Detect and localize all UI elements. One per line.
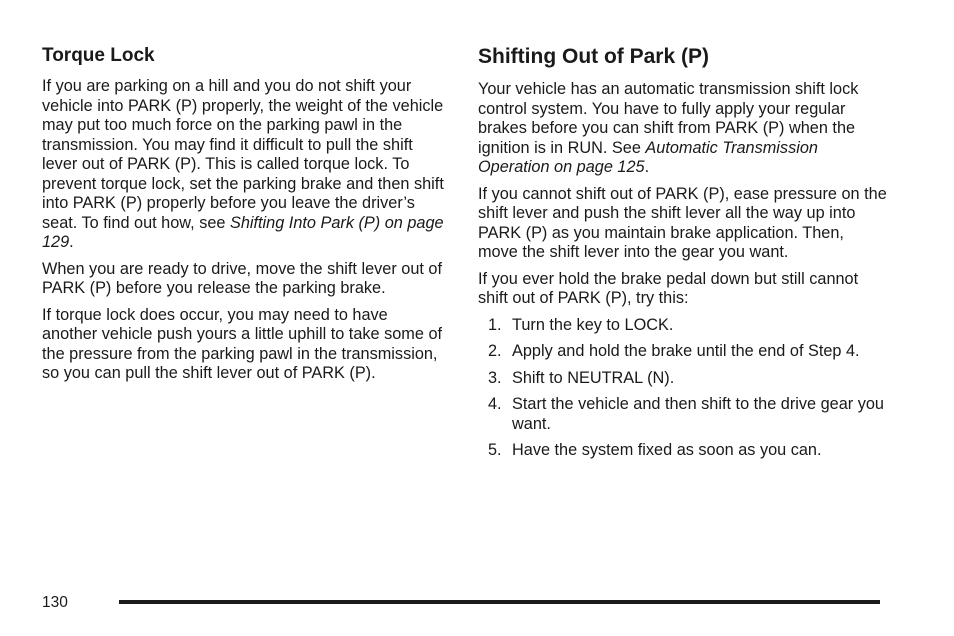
steps-list [478,316,888,461]
step-number: 4. [488,395,502,413]
step-text: Start the vehicle and then shift to the drive gear you want. [512,395,884,433]
step-text: Shift to NEUTRAL (N). [512,368,675,387]
torque-lock-paragraph-2: When you are ready to drive, move the shift lever out of PARK (P) before you release the parking brake. [42,259,442,297]
step-number: 2. [488,342,502,360]
shifting-out-paragraph-1 [478,80,888,178]
step-text: Have the system fixed as soon as you can. [512,441,822,459]
list-item [478,342,888,362]
list-item [478,369,888,389]
step-text: Turn the key to LOCK. [512,315,674,334]
shifting-out-paragraph-1-end: . [644,158,650,176]
shifting-out-paragraph-3: If you ever hold the brake pedal down but still cannot shift out of PARK (P), try this: [478,269,859,307]
shifting-out-paragraph-1-text: Your vehicle has an automatic transmission shift lock control system. You have to fully apply your regular brakes before you can shift from PARK (P) when the ignition is in RUN. See [478,80,859,157]
torque-lock-paragraph-3: If torque lock does occur, you may need to have another vehicle push yours a little uphill to take some of the pressure from the parking pawl in the transmission, so you can pull the shift lever out of PARK (P). [42,305,443,382]
list-item [478,441,888,461]
right-column [478,44,888,468]
list-item [478,395,888,434]
shifting-out-of-park-heading: Shifting Out of Park (P) [478,45,709,68]
automatic-transmission-reference: Automatic Transmission Operation on page 125 [478,138,818,176]
step-number: 5. [488,441,502,459]
shifting-into-park-reference: Shifting Into Park (P) on page 129 [42,213,444,251]
torque-lock-paragraph-1-text: If you are parking on a hill and you do not shift your vehicle into PARK (P) properly, the weight of the vehicle may put too much force on the parking pawl in the transmission. You may find it difficult to pull the shift lever out of PARK (P). This is called torque lock. To prevent torque lock, set the parking brake and then shift into PARK (P) properly before you leave the driver’s seat. To find out how, see [42,77,444,232]
torque-lock-paragraph-1 [42,77,447,253]
torque-lock-paragraph-1-end: . [69,233,74,251]
list-item [478,316,888,336]
step-text: Apply and hold the brake until the end of Step 4. [512,342,860,360]
footer-divider [119,600,880,604]
page-number: 130 [42,594,68,611]
shifting-out-paragraph-2: If you cannot shift out of PARK (P), ease pressure on the shift lever and push the shift lever all the way up into PARK (P) as you maintain brake application. Then, move the shift lever into the gear you want. [478,184,887,261]
step-number: 1. [488,315,502,334]
left-column [42,44,447,391]
torque-lock-heading: Torque Lock [42,45,155,66]
step-number: 3. [488,368,502,387]
